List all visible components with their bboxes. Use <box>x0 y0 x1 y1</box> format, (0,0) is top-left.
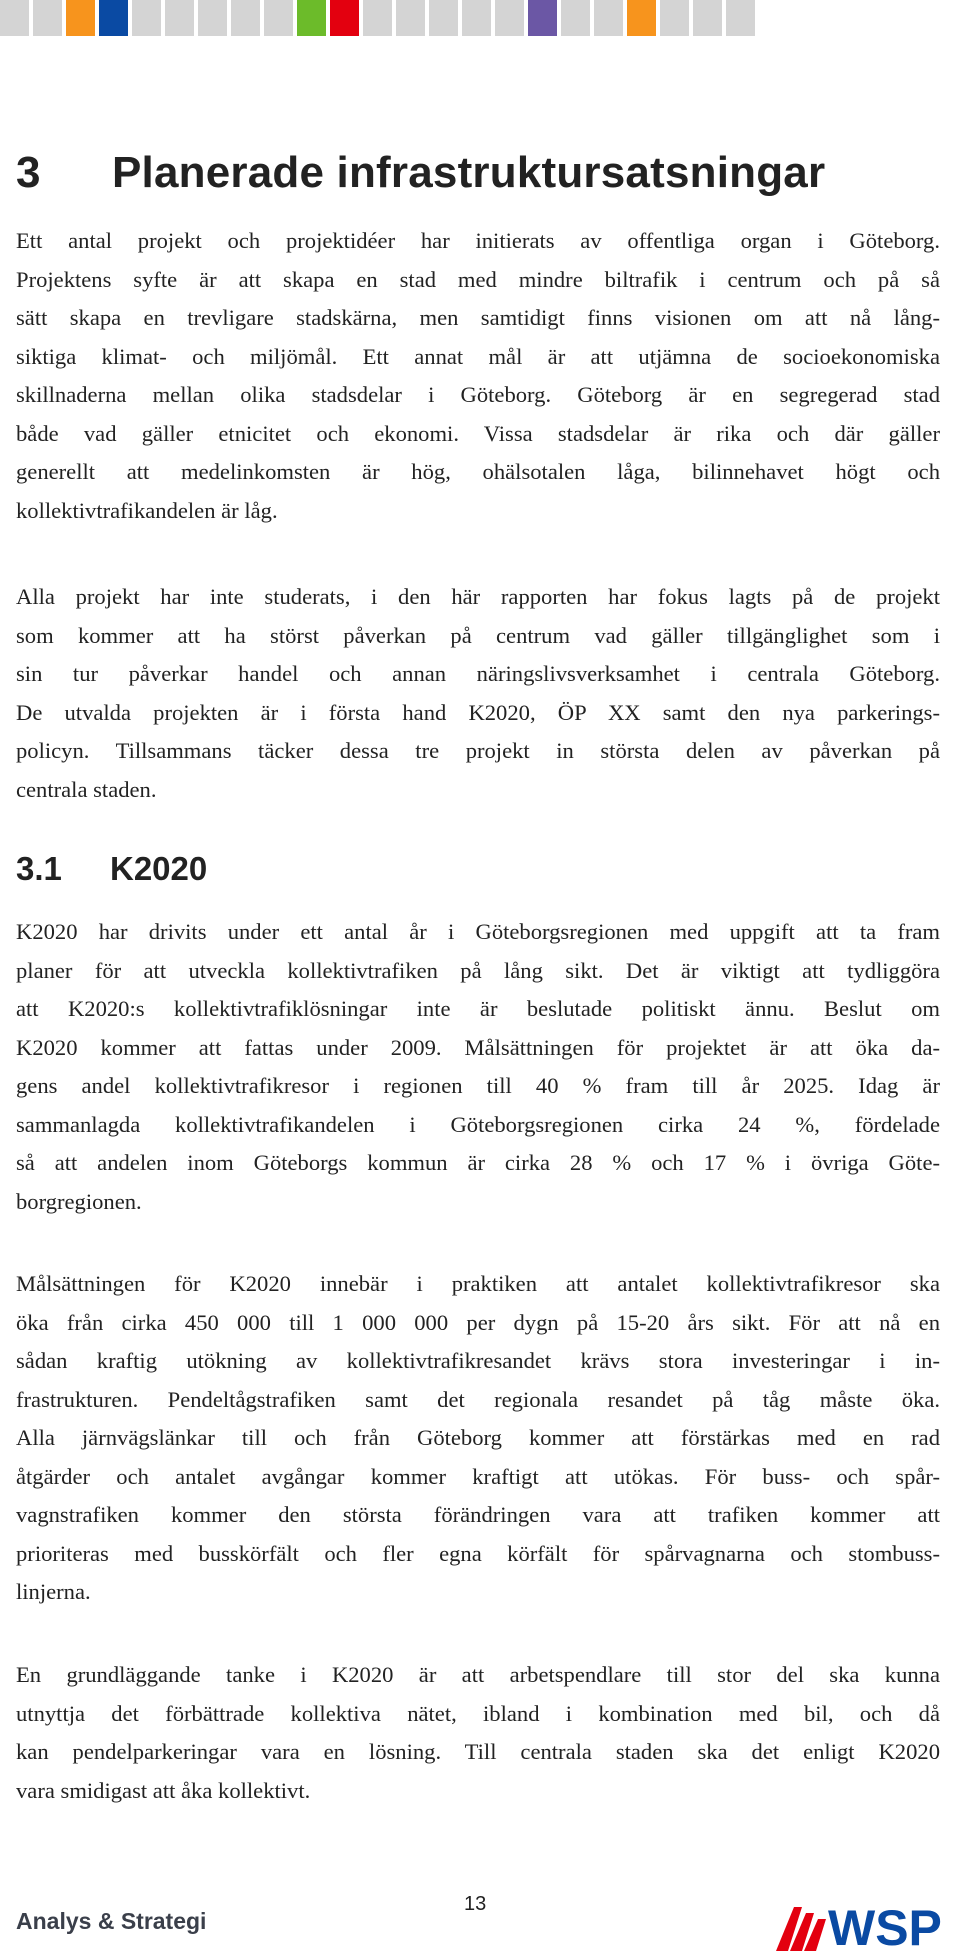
subsection-number: 3.1 <box>16 850 62 887</box>
paragraph-line: Målsättningen för K2020 innebär i praktiken att antalet kollektivtrafikresor ska <box>16 1271 940 1296</box>
paragraph-line: prioriteras med busskörfält och fler egna körfält för spårvagnarna och stombuss- <box>16 1540 940 1566</box>
paragraph-line: åtgärder och antalet avgångar kommer kraftigt att utökas. För buss- och spår- <box>16 1463 940 1489</box>
paragraph-1 <box>16 222 940 530</box>
paragraph-line: En grundläggande tanke i K2020 är att arbetspendlare till stor del ska kunna <box>16 1662 940 1687</box>
color-strip-segment <box>726 0 755 36</box>
logo-text: WSP <box>828 1900 942 1953</box>
paragraph-3 <box>16 913 940 1221</box>
color-strip-segment <box>429 0 458 36</box>
paragraph-line: Alla järnvägslänkar till och från Göteborg kommer att förstärkas med en rad <box>16 1425 940 1450</box>
paragraph-5 <box>16 1656 940 1810</box>
color-strip-segment <box>693 0 722 36</box>
paragraph-line: utnyttja det förbättrade kollektiva nätet, ibland i kombination med bil, och då <box>16 1700 940 1726</box>
paragraph-line: sådan kraftig utökning av kollektivtrafikresandet krävs stora investeringar i in- <box>16 1348 940 1373</box>
wsp-logo <box>772 1893 956 1953</box>
paragraph-2 <box>16 578 940 809</box>
color-strip-segment <box>396 0 425 36</box>
color-strip-segment <box>264 0 293 36</box>
paragraph-line: skillnaderna mellan olika stadsdelar i Göteborg. Göteborg är en segregerad stad <box>16 382 940 407</box>
paragraph-line: planer för att utveckla kollektivtrafiken på lång sikt. Det är viktigt att tydliggöra <box>16 957 940 983</box>
paragraph-line: K2020 har drivits under ett antal år i Göteborgsregionen med uppgift att ta fram <box>16 919 940 944</box>
paragraph-line: kan pendelparkeringar vara en lösning. Till centrala staden ska det enligt K2020 <box>16 1739 940 1764</box>
color-strip-segment <box>462 0 491 36</box>
section-title: Planerade infrastruktursatsningar <box>112 148 826 197</box>
color-strip-segment <box>99 0 128 36</box>
color-strip-segment <box>528 0 557 36</box>
color-strip-segment <box>495 0 524 36</box>
color-strip-segment <box>594 0 623 36</box>
paragraph-line: policyn. Tillsammans täcker dessa tre projekt in största delen av påverkan på <box>16 738 940 763</box>
color-strip-segment <box>297 0 326 36</box>
color-strip-segment <box>330 0 359 36</box>
paragraph-line: linjerna. <box>16 1579 91 1604</box>
color-strip-segment <box>66 0 95 36</box>
section-number: 3 <box>16 148 41 197</box>
color-strip-segment <box>132 0 161 36</box>
paragraph-line: sin tur påverkar handel och annan näringslivsverksamhet i centrala Göteborg. <box>16 661 940 686</box>
paragraph-line: öka från cirka 450 000 till 1 000 000 per dygn på 15-20 års sikt. För att nå en <box>16 1309 940 1335</box>
paragraph-line: Ett antal projekt och projektidéer har initierats av offentliga organ i Göteborg. <box>16 228 940 253</box>
paragraph-line: generellt att medelinkomsten är hög, ohälsotalen låga, bilinnehavet högt och <box>16 459 940 484</box>
paragraph-line: vara smidigast att åka kollektivt. <box>16 1777 311 1803</box>
footer-department: Analys & Strategi <box>16 1908 207 1934</box>
paragraph-line: Projektens syfte är att skapa en stad med mindre biltrafik i centrum och på så <box>16 266 940 292</box>
paragraph-line: att K2020:s kollektivtrafiklösningar inte är beslutade politiskt ännu. Beslut om <box>16 996 940 1021</box>
color-strip-segment <box>660 0 689 36</box>
subsection-title: K2020 <box>110 850 208 887</box>
paragraph-4 <box>16 1265 940 1612</box>
paragraph-line: sammanlagda kollektivtrafikandelen i Göteborgsregionen cirka 24 %, fördelade <box>16 1111 940 1137</box>
color-strip-segment <box>165 0 194 36</box>
color-strip-segment <box>231 0 260 36</box>
paragraph-line: Alla projekt har inte studerats, i den här rapporten har fokus lagts på de projekt <box>16 584 940 609</box>
paragraph-line: vagnstrafiken kommer den största förändringen vara att trafiken kommer att <box>16 1502 940 1527</box>
paragraph-line: gens andel kollektivtrafikresor i regionen till 40 % fram till år 2025. Idag är <box>16 1073 940 1098</box>
color-strip-segment <box>33 0 62 36</box>
paragraph-line: frastrukturen. Pendeltågstrafiken samt det regionala resandet på tåg måste öka. <box>16 1386 940 1412</box>
color-strip-segment <box>561 0 590 36</box>
subsection-heading <box>16 850 207 888</box>
section-heading <box>16 148 825 198</box>
paragraph-line: centrala staden. <box>16 776 157 802</box>
color-strip-segment <box>198 0 227 36</box>
color-strip-segment <box>363 0 392 36</box>
page-number: 13 <box>464 1893 487 1915</box>
paragraph-line: så att andelen inom Göteborgs kommun är cirka 28 % och 17 % i övriga Göte- <box>16 1150 940 1175</box>
paragraph-line: sätt skapa en trevligare stadskärna, men samtidigt finns visionen om att nå lång- <box>16 305 940 330</box>
paragraph-line: siktiga klimat- och miljömål. Ett annat mål är att utjämna de socioekonomiska <box>16 343 940 369</box>
paragraph-line: som kommer att ha störst påverkan på centrum vad gäller tillgänglighet som i <box>16 622 940 648</box>
paragraph-line: kollektivtrafikandelen är låg. <box>16 497 278 523</box>
paragraph-line: både vad gäller etnicitet och ekonomi. Vissa stadsdelar är rika och där gäller <box>16 420 940 446</box>
paragraph-line: K2020 kommer att fattas under 2009. Målsättningen för projektet är att öka da- <box>16 1034 940 1060</box>
paragraph-line: De utvalda projekten är i första hand K2020, ÖP XX samt den nya parkerings- <box>16 699 940 725</box>
color-strip-segment <box>627 0 656 36</box>
color-strip <box>0 0 942 36</box>
paragraph-line: borgregionen. <box>16 1188 142 1214</box>
color-strip-segment <box>0 0 29 36</box>
